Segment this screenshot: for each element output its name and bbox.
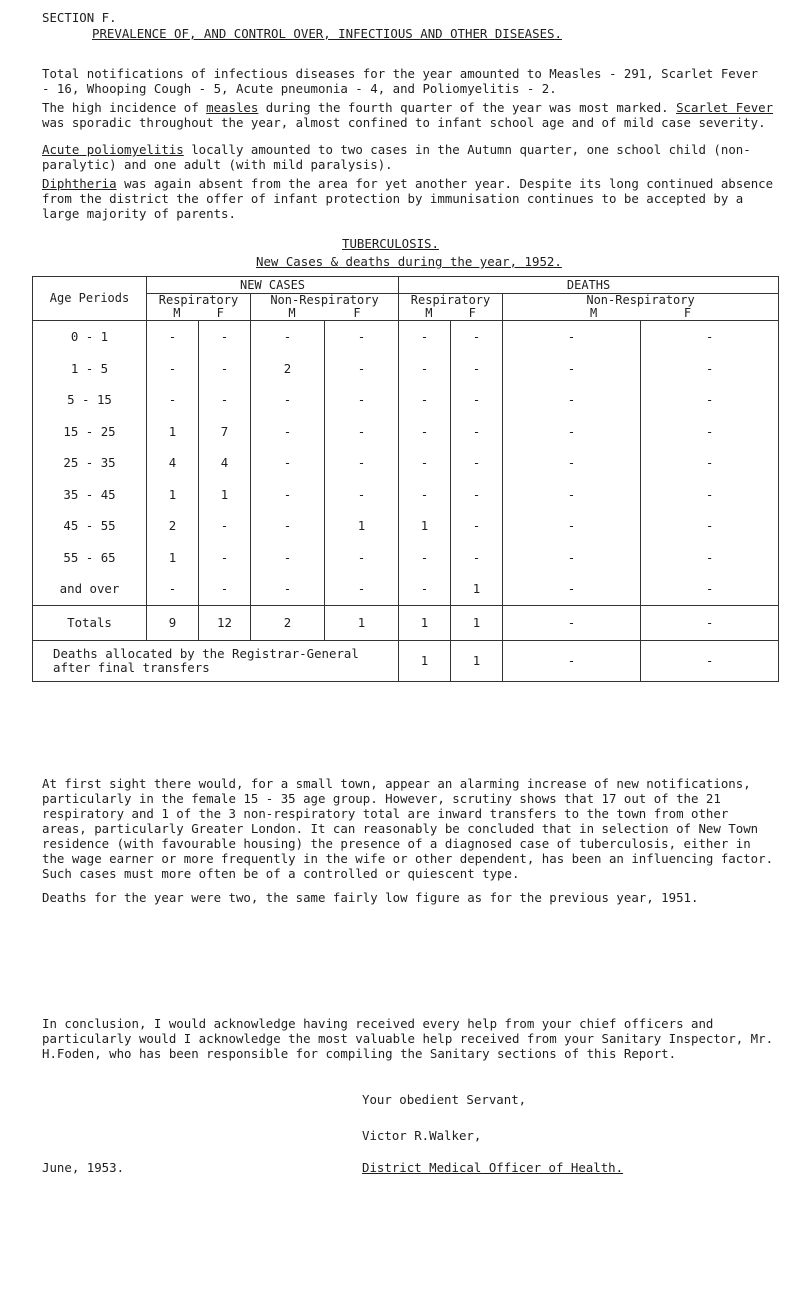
diphtheria-term: Diphtheria — [42, 176, 117, 191]
table-cell: - — [147, 384, 199, 416]
intro-measles-lead: The high incidence of — [42, 100, 207, 115]
table-cell: 1 — [399, 510, 451, 542]
table-cell: 1 — [325, 510, 399, 542]
age-period-cell: 1 - 5 — [33, 353, 147, 385]
table-cell: - — [251, 542, 325, 574]
table-cell: 1 — [451, 573, 503, 605]
closing-paragraph: In conclusion, I would acknowledge having received every help from your chief officers and particularly would I acknowledge the most valuable help received from your Sanitary Inspector, Mr. H.Foden, who has been responsible for compiling the Sanitary sections of this Report. — [42, 1016, 774, 1061]
age-period-cell: 5 - 15 — [33, 384, 147, 416]
table-cell: - — [641, 447, 779, 479]
col-new-cases: NEW CASES — [147, 277, 399, 294]
table-row — [33, 447, 779, 479]
intro-paragraph-measles — [42, 100, 777, 130]
table-cell: - — [199, 353, 251, 385]
scarlet-fever-term: Scarlet Fever — [676, 100, 774, 115]
table-cell: 1 — [147, 479, 199, 511]
allocated-cell: - — [503, 640, 641, 681]
table-cell: - — [325, 479, 399, 511]
table-cell: - — [399, 542, 451, 574]
intro-polio-rest: locally amounted to two cases in the Autumn quarter, one school child (non-paralytic) and one adult (with mild paralysis). — [42, 142, 751, 172]
age-period-cell: 45 - 55 — [33, 510, 147, 542]
totals-cell: - — [641, 605, 779, 640]
table-cell: - — [399, 479, 451, 511]
intro-paragraph-polio — [42, 142, 762, 172]
totals-cell: 2 — [251, 605, 325, 640]
col-new-respiratory: Respiratory M F — [147, 294, 251, 321]
intro-measles-mid: during the fourth quarter of the year was most marked. — [258, 100, 677, 115]
table-cell: - — [641, 353, 779, 385]
table-cell: - — [399, 416, 451, 448]
valediction: Your obedient Servant, — [362, 1092, 527, 1107]
intro-diphtheria-rest: was again absent from the area for yet another year. Despite its long continued absence from the district the offer of infant protection by immunisation continues to be accepted by a large majority of parents. — [42, 176, 774, 221]
col-new-non-respiratory: Non-Respiratory M F — [251, 294, 399, 321]
table-cell: - — [399, 447, 451, 479]
table-row — [33, 510, 779, 542]
table-cell: - — [503, 542, 641, 574]
table-row — [33, 353, 779, 385]
page-title: PREVALENCE OF, AND CONTROL OVER, INFECTIOUS AND OTHER DISEASES. — [92, 26, 562, 41]
table-cell: - — [503, 353, 641, 385]
table-cell: - — [451, 321, 503, 353]
table-cell: - — [147, 353, 199, 385]
table-cell: - — [325, 542, 399, 574]
table-cell: - — [251, 447, 325, 479]
totals-cell: - — [503, 605, 641, 640]
table-cell: - — [451, 384, 503, 416]
table-cell: - — [251, 384, 325, 416]
col-age-periods: Age Periods — [33, 277, 147, 321]
table-cell: - — [199, 573, 251, 605]
table-cell: - — [251, 479, 325, 511]
table-cell: - — [503, 447, 641, 479]
table-cell: - — [199, 510, 251, 542]
allocated-cell: - — [641, 640, 779, 681]
table-cell: 4 — [199, 447, 251, 479]
table-cell: - — [503, 384, 641, 416]
table-cell: 2 — [251, 353, 325, 385]
table-cell: 1 — [147, 416, 199, 448]
tuberculosis-subheading: New Cases & deaths during the year, 1952. — [256, 254, 562, 269]
table-cell: - — [325, 353, 399, 385]
section-label: SECTION F. — [42, 10, 117, 25]
col-deaths-respiratory: Respiratory M F — [399, 294, 503, 321]
table-row — [33, 384, 779, 416]
age-period-cell: 0 - 1 — [33, 321, 147, 353]
poliomyelitis-term: Acute poliomyelitis — [42, 142, 184, 157]
table-cell: - — [451, 510, 503, 542]
totals-cell: 9 — [147, 605, 199, 640]
table-cell: - — [325, 321, 399, 353]
col-deaths-non-respiratory: Non-Respiratory M F — [503, 294, 779, 321]
table-cell: - — [399, 321, 451, 353]
intro-paragraph-diphtheria — [42, 176, 777, 221]
table-cell: 1 — [199, 479, 251, 511]
table-cell: - — [199, 542, 251, 574]
table-cell: 1 — [147, 542, 199, 574]
table-cell: 7 — [199, 416, 251, 448]
table-cell: - — [399, 384, 451, 416]
totals-label: Totals — [33, 605, 147, 640]
table-cell: - — [641, 479, 779, 511]
measles-term: measles — [206, 100, 259, 115]
intro-measles-rest: was sporadic throughout the year, almost confined to infant school age and of mild case severity. — [42, 115, 766, 130]
table-cell: - — [503, 416, 641, 448]
allocated-cell: 1 — [399, 640, 451, 681]
age-period-cell: and over — [33, 573, 147, 605]
table-cell: - — [325, 447, 399, 479]
table-cell: 4 — [147, 447, 199, 479]
age-period-cell: 25 - 35 — [33, 447, 147, 479]
table-row — [33, 542, 779, 574]
totals-cell: 1 — [451, 605, 503, 640]
table-cell: - — [251, 321, 325, 353]
table-cell: - — [641, 510, 779, 542]
table-cell: - — [325, 416, 399, 448]
table-cell: - — [451, 542, 503, 574]
allocated-cell: 1 — [451, 640, 503, 681]
col-deaths: DEATHS — [399, 277, 779, 294]
table-cell: - — [199, 321, 251, 353]
table-cell: - — [451, 479, 503, 511]
totals-cell: 1 — [399, 605, 451, 640]
analysis-paragraph-deaths: Deaths for the year were two, the same fairly low figure as for the previous year, 1951. — [42, 890, 699, 905]
table-cell: - — [147, 573, 199, 605]
intro-paragraph-notifications: Total notifications of infectious diseases for the year amounted to Measles - 291, Scarlet Fever - 16, Whooping Cough - 5, Acute pneumonia - 4, and Poliomyelitis - 2. — [42, 66, 759, 96]
totals-cell: 12 — [199, 605, 251, 640]
report-date: June, 1953. — [42, 1160, 125, 1175]
tuberculosis-heading: TUBERCULOSIS. — [342, 236, 439, 251]
table-cell: - — [451, 353, 503, 385]
table-row — [33, 416, 779, 448]
table-row — [33, 479, 779, 511]
analysis-paragraph-transfers: At first sight there would, for a small town, appear an alarming increase of new notifications, particularly in the female 15 - 35 age group. However, scrutiny shows that 17 out of the 21 respiratory and 1 of the 3 non-respiratory total are inward transfers to the town from other areas, particularly Greater London. It can reasonably be concluded that in selection of New Town residence (with favourable housing) the presence of a diagnosed case of tuberculosis, either in the wage earner or more frequently in the wife or other dependent, has been an influencing factor. Such cases must more often be of a controlled or quiescent type. — [42, 776, 774, 881]
age-period-cell: 15 - 25 — [33, 416, 147, 448]
signatory-name: Victor R.Walker, — [362, 1128, 482, 1143]
table-cell: - — [641, 542, 779, 574]
table-cell: - — [451, 416, 503, 448]
table-cell: - — [503, 510, 641, 542]
signatory-role: District Medical Officer of Health. — [362, 1160, 624, 1175]
table-cell: - — [503, 479, 641, 511]
totals-cell: 1 — [325, 605, 399, 640]
table-cell: 2 — [147, 510, 199, 542]
table-cell: - — [641, 416, 779, 448]
table-cell: - — [325, 384, 399, 416]
age-period-cell: 55 - 65 — [33, 542, 147, 574]
table-cell: - — [503, 573, 641, 605]
table-cell: - — [251, 510, 325, 542]
table-cell: - — [251, 573, 325, 605]
age-period-cell: 35 - 45 — [33, 479, 147, 511]
table-row — [33, 573, 779, 605]
table-row — [33, 321, 779, 353]
table-cell: - — [641, 573, 779, 605]
tuberculosis-table — [32, 276, 779, 682]
table-cell: - — [451, 447, 503, 479]
table-cell: - — [199, 384, 251, 416]
table-cell: - — [641, 321, 779, 353]
table-cell: - — [503, 321, 641, 353]
table-cell: - — [147, 321, 199, 353]
table-cell: - — [641, 384, 779, 416]
table-cell: - — [325, 573, 399, 605]
table-cell: - — [399, 353, 451, 385]
allocated-label: Deaths allocated by the Registrar-General after final transfers — [33, 640, 399, 681]
table-cell: - — [399, 573, 451, 605]
table-cell: - — [251, 416, 325, 448]
